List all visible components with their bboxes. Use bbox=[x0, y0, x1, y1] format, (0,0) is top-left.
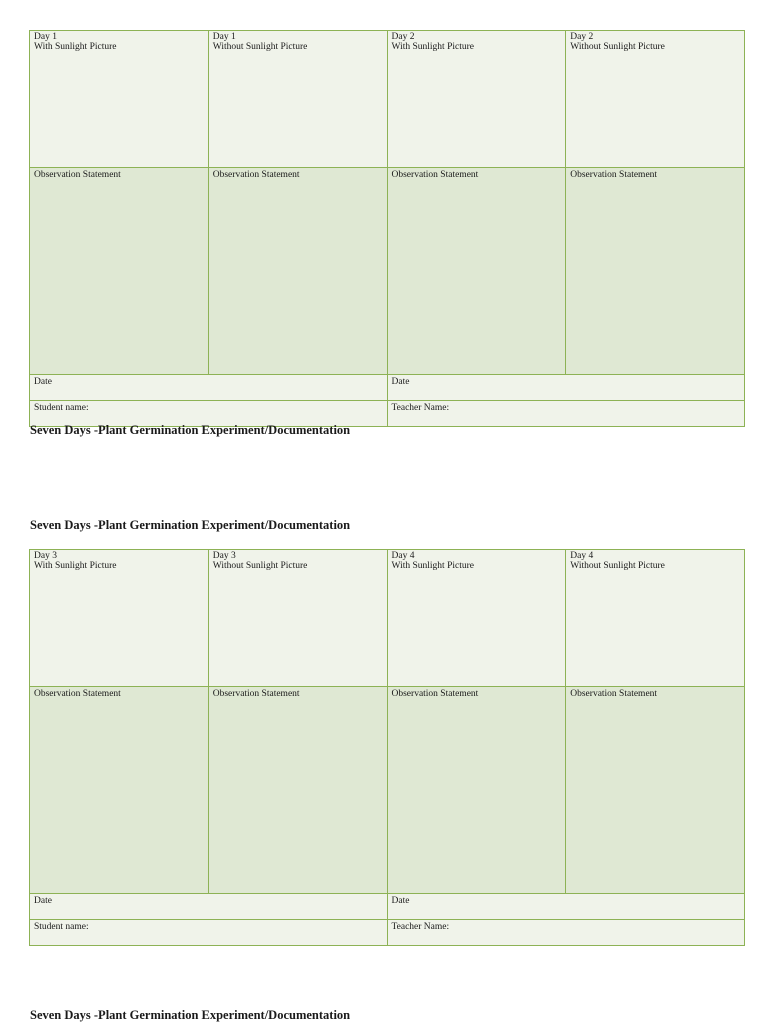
date-label: Date bbox=[34, 377, 52, 387]
picture-cell[interactable] bbox=[387, 550, 566, 687]
observation-label: Observation Statement bbox=[391, 170, 479, 180]
observation-label: Observation Statement bbox=[212, 689, 300, 699]
picture-label: With Sunlight Picture bbox=[391, 561, 474, 571]
sheet-caption: Seven Days -Plant Germination Experiment/Documentation bbox=[30, 423, 351, 437]
picture-cell[interactable] bbox=[566, 550, 745, 687]
picture-label: Without Sunlight Picture bbox=[570, 42, 665, 52]
student-name-label: Student name: bbox=[34, 922, 89, 932]
teacher-name-cell[interactable] bbox=[387, 920, 745, 946]
observation-cell[interactable] bbox=[566, 687, 745, 894]
date-cell[interactable] bbox=[30, 894, 388, 920]
observation-cell[interactable] bbox=[208, 168, 387, 375]
teacher-name-label: Teacher Name: bbox=[391, 403, 450, 413]
picture-cell[interactable] bbox=[208, 550, 387, 687]
day-label: Day 3 bbox=[34, 551, 57, 561]
day-label: Day 4 bbox=[391, 551, 415, 561]
day-label: Day 3 bbox=[212, 551, 236, 561]
picture-label: With Sunlight Picture bbox=[34, 42, 117, 52]
picture-cell[interactable] bbox=[208, 31, 387, 168]
sheet-caption: Seven Days -Plant Germination Experiment/Documentation bbox=[30, 518, 351, 532]
student-name-cell[interactable] bbox=[30, 920, 388, 946]
observation-cell[interactable] bbox=[30, 168, 209, 375]
observation-label: Observation Statement bbox=[34, 689, 121, 699]
observation-label: Observation Statement bbox=[391, 689, 479, 699]
observation-cell[interactable] bbox=[30, 687, 209, 894]
picture-label: Without Sunlight Picture bbox=[212, 42, 308, 52]
teacher-name-cell[interactable] bbox=[387, 401, 745, 427]
picture-cell[interactable] bbox=[387, 31, 566, 168]
date-cell[interactable] bbox=[387, 375, 745, 401]
date-label: Date bbox=[34, 896, 52, 906]
observation-cell[interactable] bbox=[387, 168, 566, 375]
date-cell[interactable] bbox=[387, 894, 745, 920]
picture-cell[interactable] bbox=[566, 31, 745, 168]
day-label: Day 2 bbox=[391, 32, 415, 42]
date-label: Date bbox=[391, 377, 410, 387]
day-label: Day 4 bbox=[570, 551, 594, 561]
picture-label: Without Sunlight Picture bbox=[570, 561, 665, 571]
day-label: Day 1 bbox=[212, 32, 236, 42]
observation-label: Observation Statement bbox=[34, 170, 121, 180]
day-label: Day 1 bbox=[34, 32, 57, 42]
germination-sheet-2 bbox=[29, 549, 745, 946]
picture-label: With Sunlight Picture bbox=[34, 561, 117, 571]
observation-cell[interactable] bbox=[566, 168, 745, 375]
day-label: Day 2 bbox=[570, 32, 594, 42]
picture-cell[interactable] bbox=[30, 550, 209, 687]
picture-label: Without Sunlight Picture bbox=[212, 561, 308, 571]
observation-label: Observation Statement bbox=[570, 689, 658, 699]
picture-cell[interactable] bbox=[30, 31, 209, 168]
observation-label: Observation Statement bbox=[570, 170, 658, 180]
teacher-name-label: Teacher Name: bbox=[391, 922, 450, 932]
date-cell[interactable] bbox=[30, 375, 388, 401]
student-name-label: Student name: bbox=[34, 403, 89, 413]
observation-cell[interactable] bbox=[387, 687, 566, 894]
picture-label: With Sunlight Picture bbox=[391, 42, 474, 52]
observation-label: Observation Statement bbox=[212, 170, 300, 180]
germination-sheet-1 bbox=[29, 30, 745, 427]
observation-cell[interactable] bbox=[208, 687, 387, 894]
date-label: Date bbox=[391, 896, 410, 906]
sheet-caption: Seven Days -Plant Germination Experiment/Documentation bbox=[30, 1008, 351, 1022]
